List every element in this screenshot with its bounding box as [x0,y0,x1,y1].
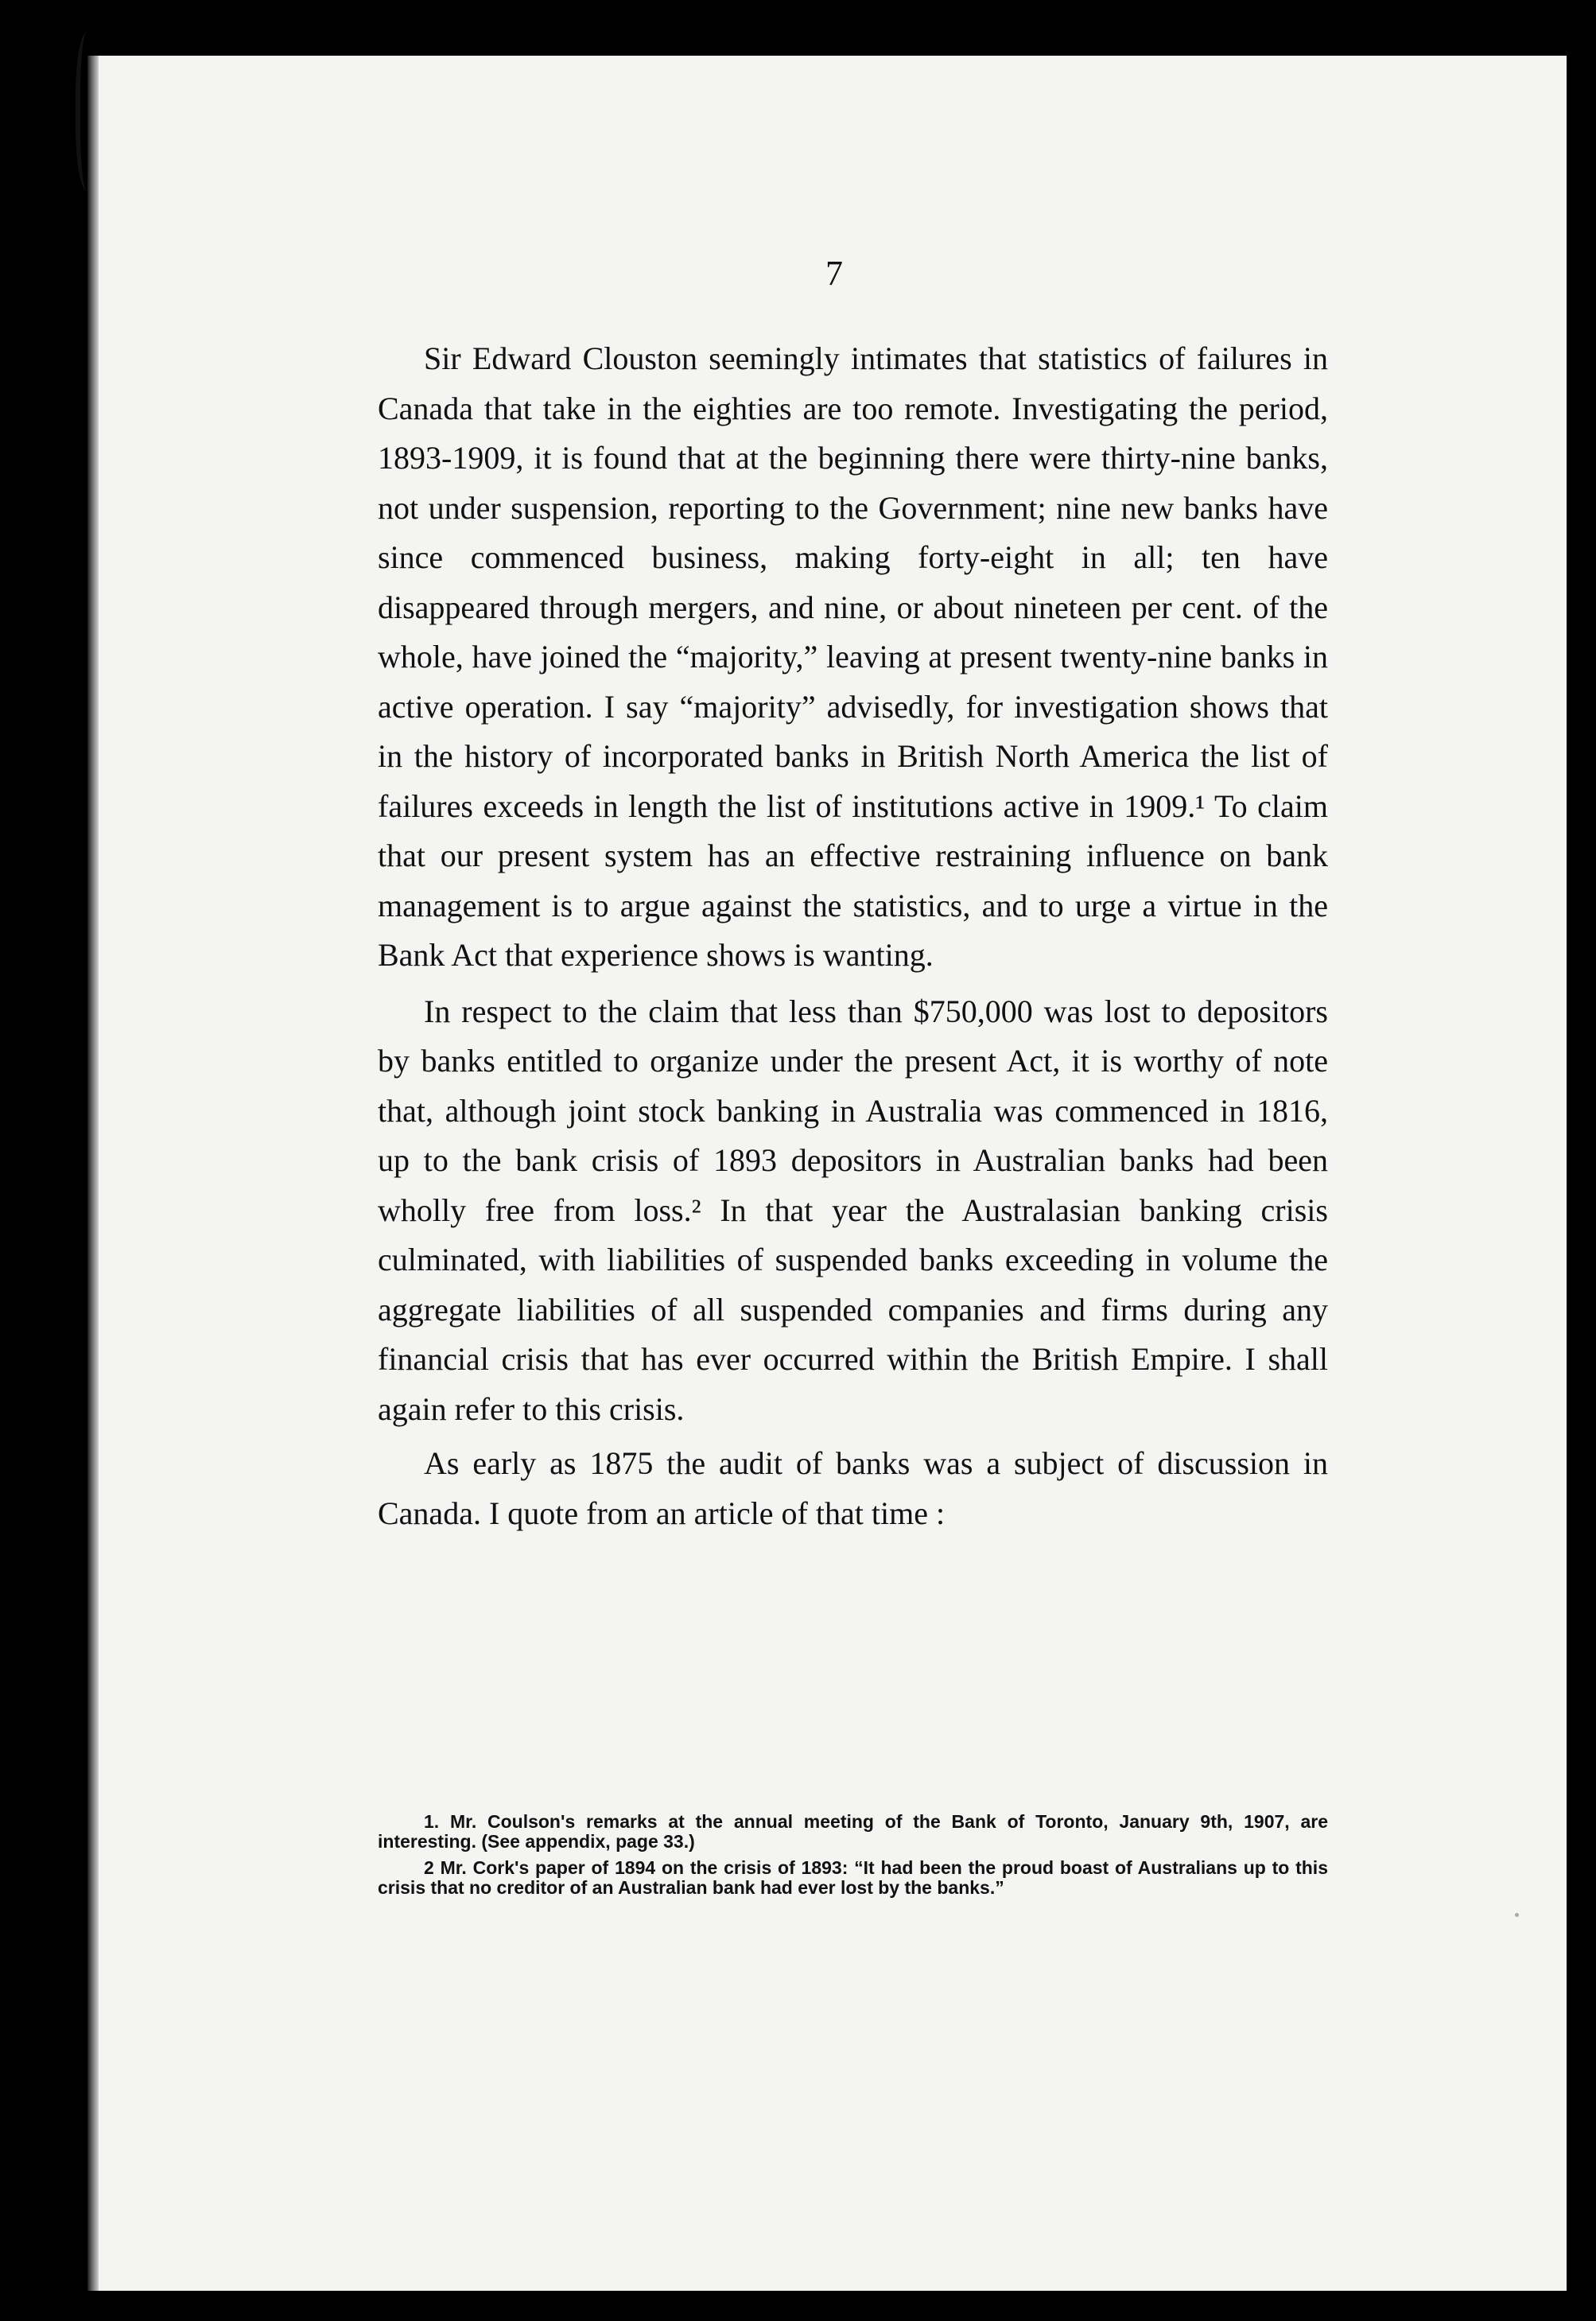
page-binding-edge [87,56,99,2291]
binding-shadow [76,32,104,191]
scan-speck [1515,1913,1519,1917]
paragraph-audit: As early as 1875 the audit of banks was a subject of discussion in Canada. I quote from an article of that time : [378,1445,1328,1531]
paragraph-australia: In respect to the claim that less than $750,000 was lost to depositors by banks entitled to organize under the present Act, it is worthy of note that, although joint stock banking in Australia was commenced in 1816, up to the bank crisis of 1893 depositors in Australian banks had been wholly free from loss.² In that year the Australasian banking crisis culminated, with liabilities of suspended banks exceeding in volume the aggregate liabilities of all suspended companies and firms during any financial crisis that has ever occurred within the British Empire. I shall again refer to this crisis. [378,993,1328,1427]
paragraph-statistics: Sir Edward Clouston seemingly intimates that statistics of failures in Canada that take in the eighties are too remote. Investigating the period, 1893-1909, it is found that at the beginning there were thirty-nine banks, not under suspension, reporting to the Government; nine new banks have since commenced business, making forty-eight in all; ten have disappeared through mergers, and nine, or about nineteen per cent. of the whole, have joined the “majority,” leaving at present twenty-nine banks in active operation. I say “majority” advisedly, for investigation shows that in the history of incorporated banks in British North America the list of failures exceeds in length the list of institutions active in 1909.¹ To claim that our present system has an effective restraining influence on bank management is to argue against the statistics, and to urge a virtue in the Bank Act that experience shows is wanting. [378,340,1328,973]
footnote-1: 1. Mr. Coulson's remarks at the annual meeting of the Bank of Toronto, January 9th, 1907, are interesting. (See appendix, page 33.) [378,1811,1328,1852]
footnotes [378,1812,1328,1904]
footnote-2: 2 Mr. Cork's paper of 1894 on the crisis of 1893: “It had been the proud boast of Australians up to this crisis that no creditor of an Australian bank had ever lost by the banks.” [378,1857,1328,1898]
page-number: 7 [825,254,843,293]
body-text [378,334,1328,1543]
